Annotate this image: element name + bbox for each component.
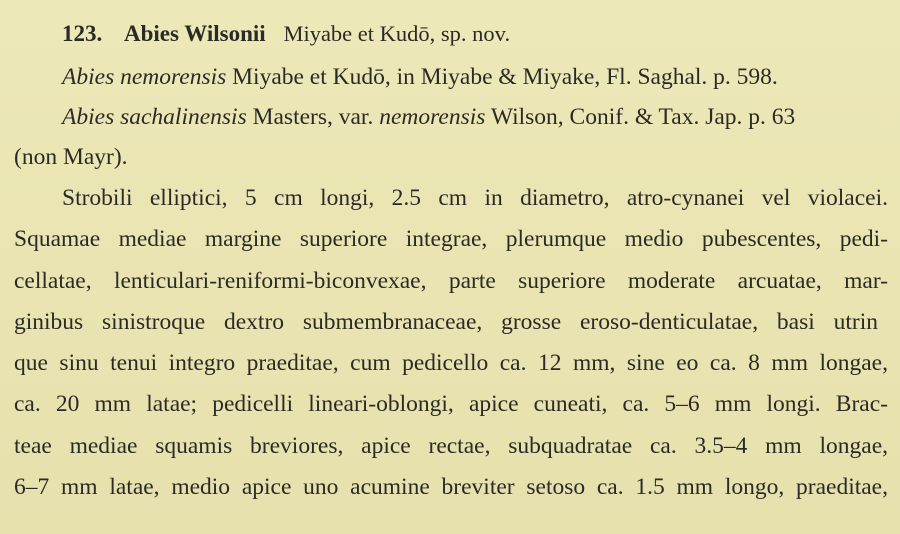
synonym-1-name: Abies nemorensis bbox=[62, 64, 227, 90]
entry-number: 123. bbox=[62, 21, 103, 46]
description-line-7: teae mediae squamis breviores, apice rectae, subquadratae ca. 3.5–4 mm longae, bbox=[14, 433, 888, 459]
description-line-4: ginibus sinistroque dextro submembranaceae, grosse eroso-denticulatae, basi utrin bbox=[14, 309, 878, 335]
synonym-1 bbox=[62, 66, 778, 90]
synonym-2-rank: Masters, var. bbox=[246, 104, 380, 130]
species-authority: Miyabe et Kudō, sp. nov. bbox=[283, 21, 511, 46]
description-line-5: que sinu tenui integro praeditae, cum pedicello ca. 12 mm, sine eo ca. 8 mm longae, bbox=[14, 350, 888, 376]
description-line-8: 6–7 mm latae, medio apice uno acumine breviter setoso ca. 1.5 mm longo, praeditae, bbox=[14, 474, 888, 500]
entry-heading bbox=[62, 22, 510, 47]
description-line-1: Strobili elliptici, 5 cm longi, 2.5 cm in diametro, atro-cynanei vel violacei. bbox=[62, 185, 888, 211]
synonym-2-citation: Wilson, Conif. & Tax. Jap. p. 63 bbox=[485, 104, 796, 130]
species-name: Abies Wilsonii bbox=[124, 21, 266, 46]
description-line-6: ca. 20 mm latae; pedicelli lineari-oblongi, apice cuneati, ca. 5–6 mm longi. Brac- bbox=[14, 391, 888, 417]
synonym-1-citation: Miyabe et Kudō, in Miyabe & Miyake, Fl. Saghal. p. 598. bbox=[226, 64, 778, 90]
synonym-2-variety: nemorensis bbox=[379, 104, 486, 130]
synonym-2-name: Abies sachalinensis bbox=[62, 104, 247, 130]
description-line-2: Squamae mediae margine superiore integrae, plerumque medio pubescentes, pedi- bbox=[14, 226, 888, 252]
synonym-2-continuation bbox=[14, 146, 128, 170]
synonym-2-note: (non Mayr). bbox=[14, 144, 128, 170]
synonym-2 bbox=[62, 106, 795, 130]
description-line-3: cellatae, lenticulari-reniformi-biconvexae, parte superiore moderate arcuatae, mar- bbox=[14, 268, 888, 294]
